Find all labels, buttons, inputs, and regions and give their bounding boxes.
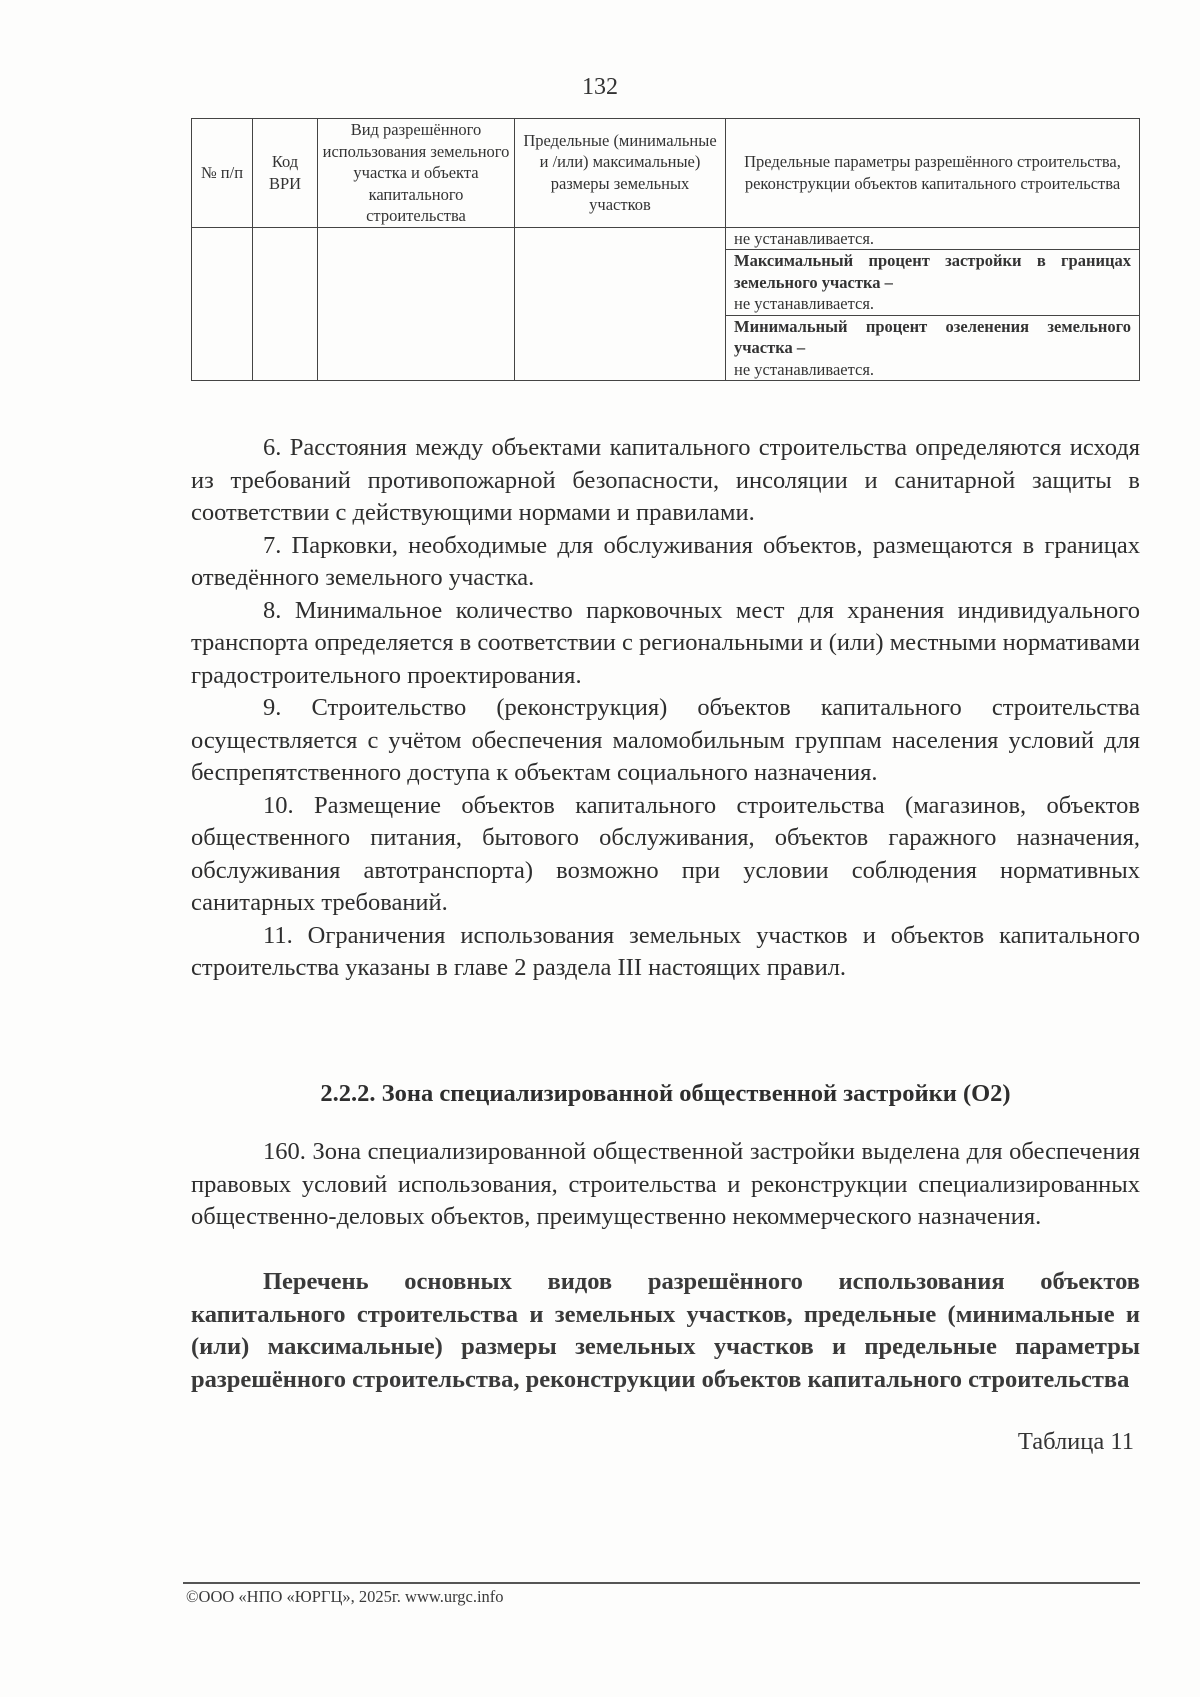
header-code: Код ВРИ <box>253 119 318 228</box>
paragraph-9: 9. Строительство (реконструкция) объектов капитального строительства осуществляется с учётом обеспечения маломобильным группам населения условий для беспрепятственного доступа к объектам социального назначения. <box>191 694 1140 786</box>
param-cell <box>726 250 1140 316</box>
header-number: № п/п <box>192 119 253 228</box>
paragraph-10: 10. Размещение объектов капитального строительства (магазинов, объектов общественного питания, бытового обслуживания, объектов гаражного назначения, обслуживания автотранспорта) возможно при условии соблюдения нормативных санитарных требований. <box>191 791 1140 916</box>
list-heading: Перечень основных видов разрешённого использования объектов капитального строительства и земельных участков, предельные (минимальные и (или) максимальные) размеры земельных участков и предельные параметры разрешённого строительства, реконструкции объектов капитального строительства <box>191 1268 1140 1393</box>
vri-table <box>191 118 1140 381</box>
table-row <box>192 227 1140 250</box>
page-number: 132 <box>582 74 618 100</box>
table-cell-code <box>253 227 318 381</box>
table-cell-plot-size <box>515 227 726 381</box>
footer-divider <box>183 1582 1140 1584</box>
param-cell <box>726 227 1140 250</box>
footer-copyright: ©ООО «НПО «ЮРГЦ», 2025г. www.urgc.info <box>186 1587 504 1606</box>
param-cell <box>726 315 1140 381</box>
param-text: не устанавливается. <box>734 294 875 313</box>
header-use-type: Вид разрешённого использования земельного участка и объекта капитального строительства <box>318 119 515 228</box>
table-header-row <box>192 119 1140 228</box>
paragraph-160: 160. Зона специализированной общественной застройки выделена для обеспечения правовых условий использования, строительства и реконструкции специализированных общественно-деловых объектов, преимущественно некоммерческого назначения. <box>191 1138 1140 1230</box>
numbered-paragraphs <box>191 432 1140 985</box>
table-cell-number <box>192 227 253 381</box>
section-heading: 2.2.2. Зона специализированной общественной застройки (О2) <box>320 1080 1011 1107</box>
paragraph-11: 11. Ограничения использования земельных участков и объектов капитального строительства указаны в главе 2 раздела III настоящих правил. <box>191 921 1140 981</box>
paragraph-6: 6. Расстояния между объектами капитального строительства определяются исходя из требований противопожарной безопасности, инсоляции и санитарной защиты в соответствии с действующими нормами и правилами. <box>191 434 1140 526</box>
param-text: не устанавливается. <box>734 359 875 379</box>
paragraph-7: 7. Парковки, необходимые для обслуживания объектов, размещаются в границах отведённого земельного участка. <box>191 531 1140 591</box>
paragraph-8: 8. Минимальное количество парковочных мест для хранения индивидуального транспорта определяется в соответствии с региональными и (или) местными нормативами градостроительного проектирования. <box>191 596 1140 689</box>
section-intro <box>191 1136 1140 1234</box>
param-text: не устанавливается. <box>734 228 875 248</box>
table-caption: Таблица 11 <box>1017 1428 1134 1455</box>
param-bold-text: Минимальный процент озеленения земельного участка – <box>734 316 1131 357</box>
header-plot-size: Предельные (минимальные и /или) максимальные) размеры земельных участков <box>515 119 726 228</box>
table-cell-use-type <box>318 227 515 381</box>
param-bold-text: Максимальный процент застройки в границах земельного участка – <box>734 251 1131 292</box>
header-parameters: Предельные параметры разрешённого строительства, реконструкции объектов капитального строительства <box>726 119 1140 228</box>
